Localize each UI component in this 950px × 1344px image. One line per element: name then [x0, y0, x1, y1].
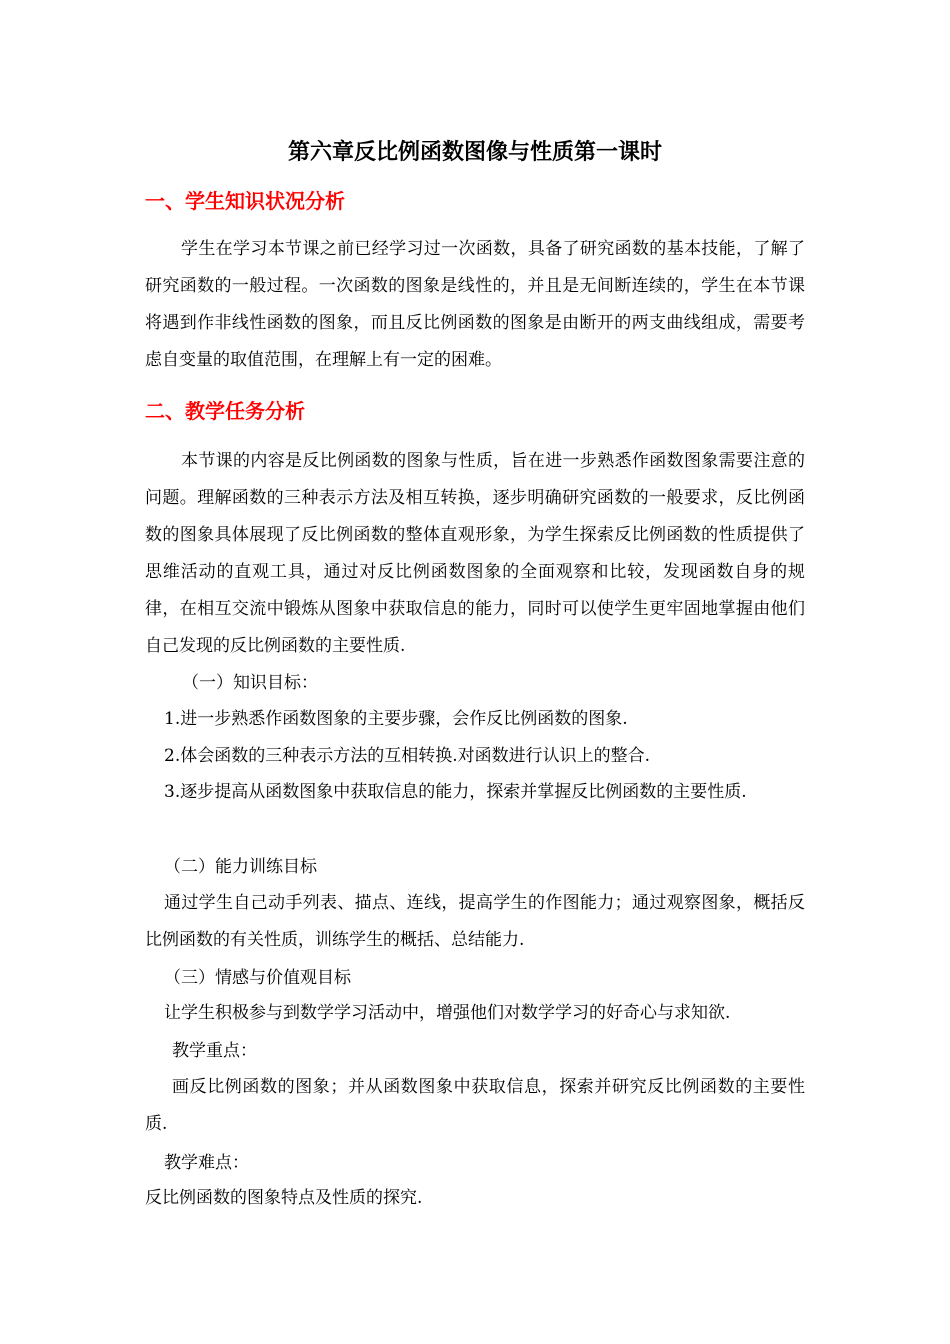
knowledge-goal-label: （一）知识目标： [182, 673, 318, 693]
student-analysis-paragraph: 学生在学习本节课之前已经学习过一次函数，具备了研究函数的基本技能，了解了研究函数的一般过程。一次函数的图象是线性的，并且是无间断连续的，学生在本节课将遇到作非线性函数的图象，而且反比例函数的图象是由断开的两支曲线组成，需要考虑自变量的取值范围，在理解上有一定的困难。 [145, 239, 805, 370]
difficult-point-text: 反比例函数的图象特点及性质的探究. [145, 1188, 423, 1208]
task-analysis-paragraph: 本节课的内容是反比例函数的图象与性质，旨在进一步熟悉作函数图象需要注意的问题。理解函数的三种表示方法及相互转换，逐步明确研究函数的一般要求，反比例函数的图象具体展现了反比例函数的整体直观形象，为学生探索反比例函数的性质提供了思维活动的直观工具，通过对反比例函数图象的全面观察和比较，发现函数自身的规律，在相互交流中锻炼从图象中获取信息的能力，同时可以使学生更牢固地掌握由他们自己发现的反比例函数的主要性质. [145, 451, 805, 656]
ability-goal-label: （二）能力训练目标 [164, 857, 317, 877]
key-point-text: 画反比例函数的图象；并从函数图象中获取信息，探索并研究反比例函数的主要性质. [145, 1077, 805, 1134]
section-heading-task-analysis: 二、教学任务分析 [145, 399, 305, 423]
emotion-goal-text: 让学生积极参与到数学学习活动中，增强他们对数学学习的好奇心与求知欲. [164, 1003, 731, 1023]
document-title: 第六章反比例函数图像与性质第一课时 [287, 139, 662, 165]
key-point-label: 教学重点： [172, 1041, 257, 1061]
section-heading-student-analysis: 一、学生知识状况分析 [145, 189, 345, 213]
knowledge-goal-item-2: 2.体会函数的三种表示方法的互相转换.对函数进行认识上的整合. [164, 746, 651, 766]
emotion-goal-label: （三）情感与价值观目标 [164, 968, 351, 988]
difficult-point-label: 教学难点： [164, 1153, 249, 1173]
knowledge-goal-item-3: 3.逐步提高从函数图象中获取信息的能力，探索并掌握反比例函数的主要性质. [164, 782, 747, 802]
knowledge-goal-item-1: 1.进一步熟悉作函数图象的主要步骤，会作反比例函数的图象. [164, 709, 628, 729]
ability-goal-text: 通过学生自己动手列表、描点、连线，提高学生的作图能力；通过观察图象，概括反比例函数的有关性质，训练学生的概括、总结能力. [145, 893, 805, 950]
